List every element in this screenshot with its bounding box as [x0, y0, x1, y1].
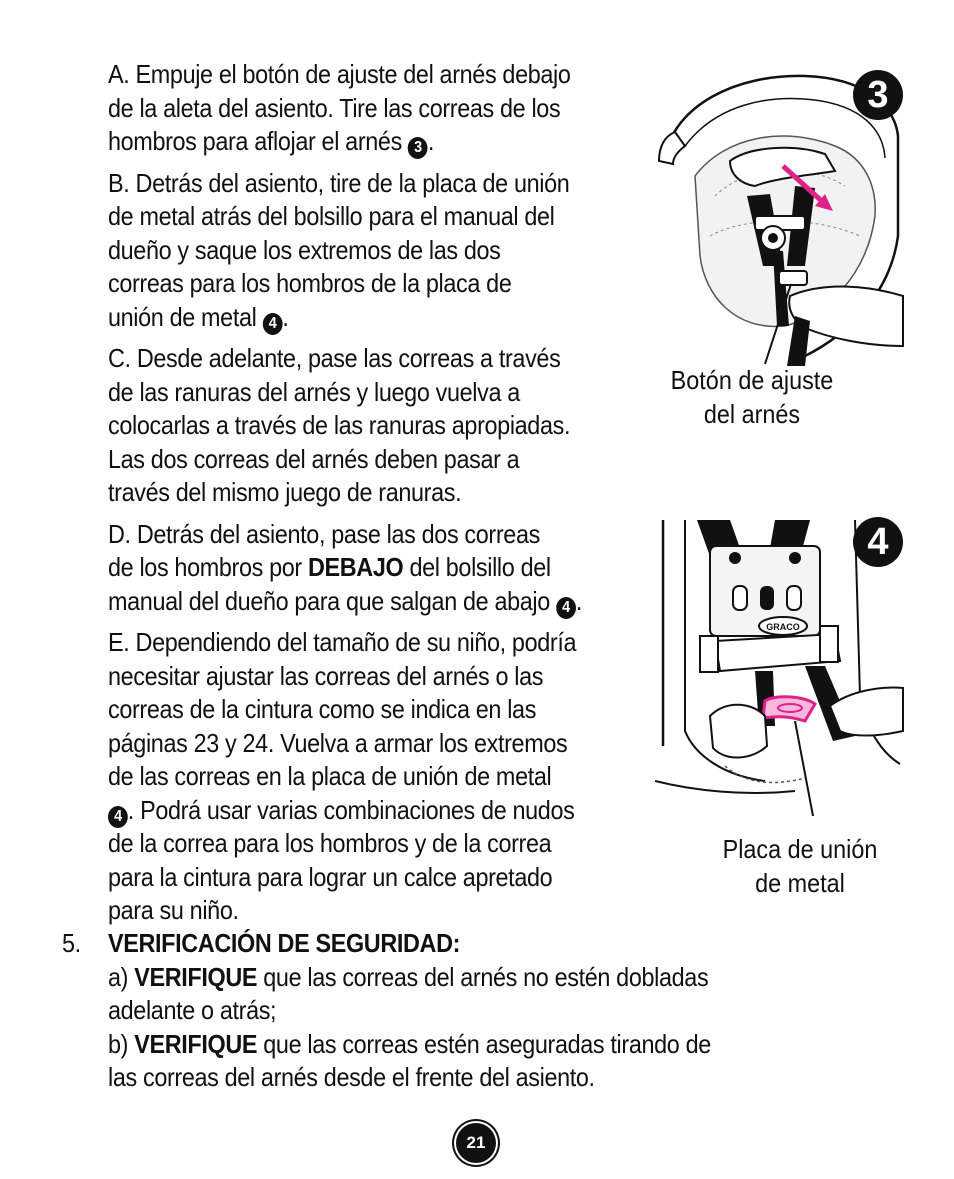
step-c-line: Las dos correas del arnés deben pasar a — [108, 443, 520, 474]
check-b: b) VERIFIQUE que las correas estén aseguradas tirando de — [108, 1028, 711, 1059]
step-e-line: E. Dependiendo del tamaño de su niño, podría — [108, 627, 577, 657]
step-e-line: 4 . Podrá usar varias combinaciones de nudos — [108, 794, 582, 828]
step-c-line: de las ranuras del arnés y luego vuelva a — [108, 376, 520, 407]
step-c-line: través del mismo juego de ranuras. — [108, 477, 462, 507]
step-d-line: D. Detrás del asiento, pase las dos correas — [108, 518, 540, 549]
step-b-line: unión de metal 4 . — [108, 301, 582, 335]
figure-4-number-badge: 4 — [853, 517, 903, 567]
step-b-line: correas para los hombros de la placa de — [108, 268, 512, 298]
page-number: 21 — [456, 1123, 496, 1163]
figure-ref-icon: 4 — [263, 313, 283, 335]
figure-ref-icon: 4 — [108, 806, 128, 828]
step-e — [108, 626, 582, 928]
figure-ref-icon: 3 — [408, 137, 428, 159]
section-5-number: 5. — [62, 928, 81, 958]
step-e-line: necesitar ajustar las correas del arnés o las — [108, 660, 544, 691]
step-a — [108, 58, 582, 159]
figure-4-caption: Placa de unión de metal — [722, 834, 878, 898]
step-a-line: de la aleta del asiento. Tire las correas de los — [108, 92, 561, 123]
step-c — [108, 342, 582, 510]
check-a: a) VERIFIQUE que las correas del arnés no estén dobladas — [108, 961, 709, 992]
figure-3-number-badge: 3 — [853, 70, 903, 120]
graco-logo: GRACO — [766, 622, 800, 632]
check-b-line2: las correas del arnés desde el frente del asiento. — [108, 1062, 595, 1092]
step-e-line: de las correas en la placa de unión de metal — [108, 761, 552, 791]
step-b-line: B. Detrás del asiento, tire de la placa de unión — [108, 167, 570, 198]
step-d-line: de los hombros por DEBAJO del bolsillo del — [108, 552, 551, 582]
figure-ref-icon: 4 — [556, 597, 576, 619]
step-a-line: hombros para aflojar el arnés 3 . — [108, 125, 582, 159]
step-b-line: de metal atrás del bolsillo para el manual del — [108, 201, 555, 231]
step-e-line: para su niño. — [108, 895, 239, 925]
step-d-line: manual del dueño para que salgan de abajo 4 . — [108, 585, 582, 619]
section-5-heading: VERIFICACIÓN DE SEGURIDAD: — [108, 928, 461, 958]
step-c-line: colocarlas a través de las ranuras apropiadas. — [108, 410, 571, 440]
step-b-line: dueño y saque los extremos de las dos — [108, 234, 501, 265]
check-a-line2: adelante o atrás; — [108, 995, 277, 1025]
step-d — [108, 518, 582, 619]
section-5 — [108, 927, 711, 1095]
step-e-line: para la cintura para lograr un calce apretado — [108, 861, 553, 892]
step-a-line: A. Empuje el botón de ajuste del arnés debajo — [108, 59, 571, 89]
step-c-line: C. Desde adelante, pase las correas a través — [108, 343, 561, 373]
step-e-line: de la correa para los hombros y de la correa — [108, 828, 552, 858]
step-e-line: páginas 23 y 24. Vuelva a armar los extremos — [108, 727, 568, 758]
step-b — [108, 167, 582, 335]
figure-3-caption: Botón de ajuste del arnés — [670, 365, 834, 429]
step-e-line: correas de la cintura como se indica en las — [108, 694, 537, 724]
instructions-block — [108, 58, 582, 936]
